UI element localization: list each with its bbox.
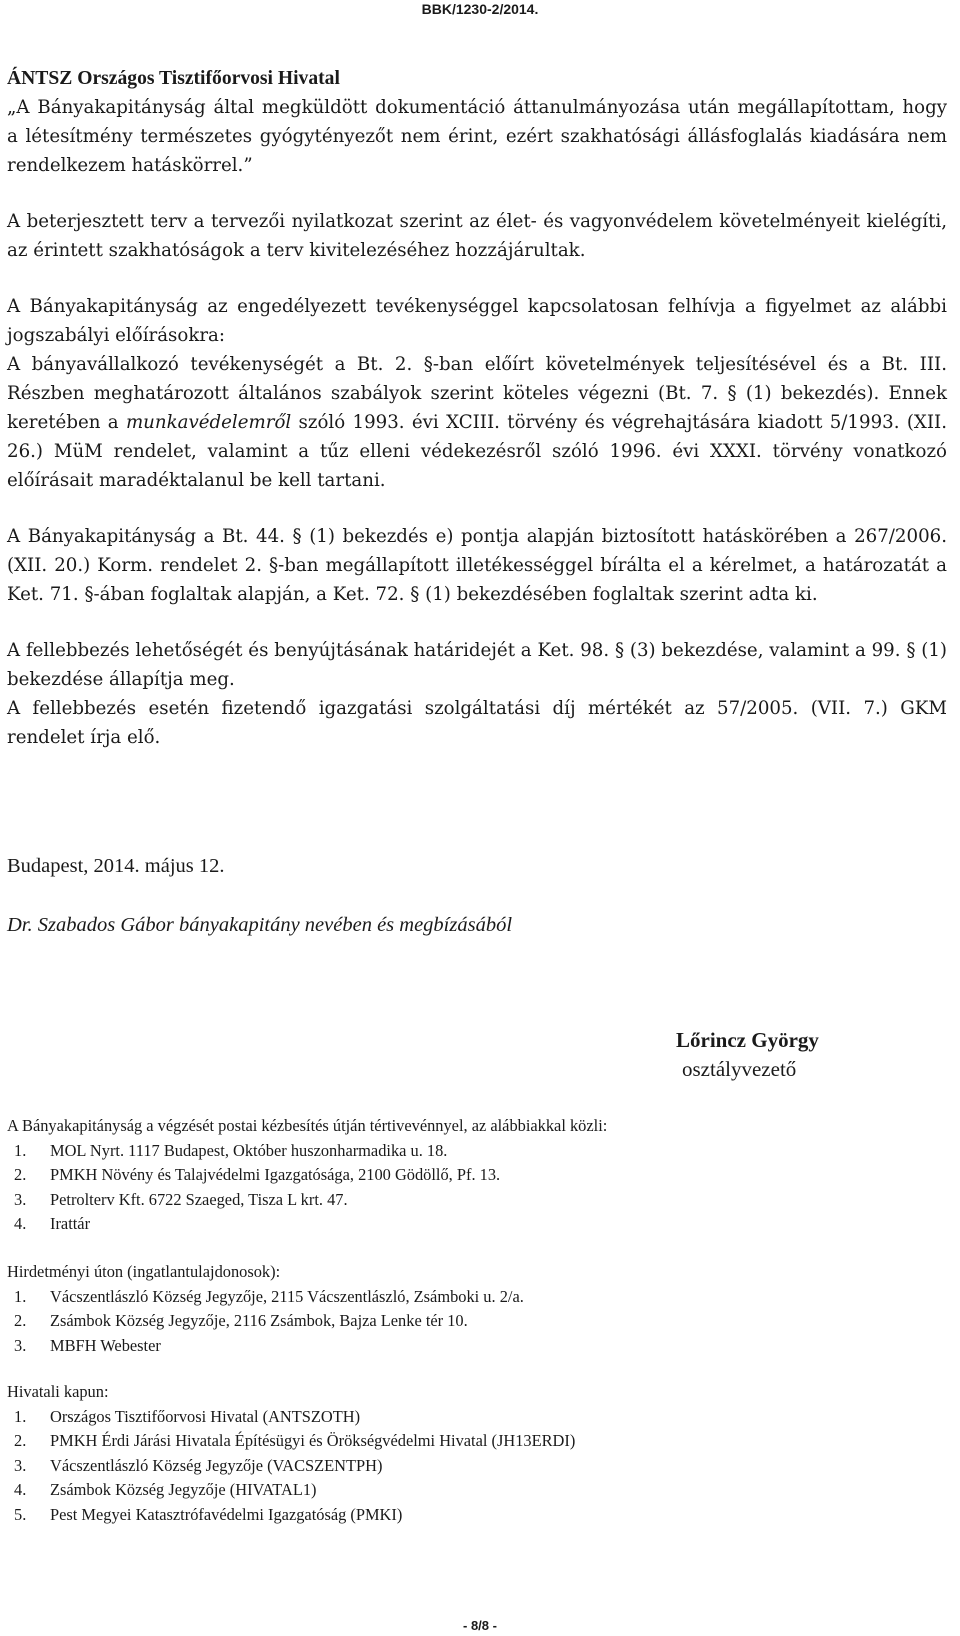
plan-paragraph: A beterjesztett terv a tervezői nyilatkozat szerint az élet- és vagyonvédelem követelményeit kielégíti, az érintett szakhatóságok a terv kivitelezéséhez hozzájárultak. [7,211,947,261]
list-item-number: 4. [14,1480,27,1499]
signed-on-behalf: Dr. Szabados Gábor bányakapitány nevében és megbízásából [7,914,513,936]
authority-paragraph: A Bányakapitányság a Bt. 44. § (1) bekezdés e) pontja alapján biztosított hatáskörében a 267/2006. (XII. 20.) Korm. rendelet 2. §-ban megállapított illetékességgel bírálta el a kérelmet, a határozatát a Ket. 71. §-ában foglaltak alapján, a Ket. 72. § (1) bekezdésében foglaltak szerint adta ki. [7,526,947,605]
regulations-text-1: A bányavállalkozó tevékenységét a Bt. 2. §-ban előírt követelmények teljesítésével és a Bt. III. Részben meghatározott általános szabályok szerint köteles végezni (Bt. 7. § (1) bekezdés). Ennek keretében a [7,354,947,433]
list-item-text: Vácszentlászló Község Jegyzője (VACSZENTPH) [50,1455,383,1475]
list-item-text: Petrolterv Kft. 6722 Szaeged, Tisza L krt. 47. [50,1189,348,1209]
document-reference-number: BBK/1230-2/2014. [421,1,539,17]
signatory-name: Lőrincz György [676,1028,819,1052]
place-and-date: Budapest, 2014. május 12. [7,855,225,877]
list-item-number: 1. [14,1286,27,1306]
postal-distribution [7,1114,947,1237]
regulations-text-2: szóló 1993. évi XCIII. törvény és végrehajtására kiadott 5/1993. (XII. 26.) MüM rendelet, valamint a tűz elleni védekezésről szóló 1996. évi XXXI. törvény vonatkozó előírásait maradéktalanul be kell tartani. [7,412,948,491]
list-item-number: 4. [14,1214,27,1233]
gateway-distribution [7,1380,947,1527]
announcement-list [7,1285,947,1359]
list-item-text: Zsámbok Község Jegyzője, 2116 Zsámbok, Bajza Lenke tér 10. [50,1311,468,1330]
list-item [7,1212,947,1237]
postal-list [7,1139,947,1237]
list-item-number: 1. [14,1140,27,1160]
signatory-title: osztályvezető [682,1057,797,1081]
list-item-text: PMKH Növény és Talajvédelmi Igazgatósága, 2100 Gödöllő, Pf. 13. [50,1165,501,1184]
list-item-number: 3. [14,1335,27,1355]
list-item-number: 2. [14,1165,27,1184]
list-item-text: Irattár [50,1214,91,1233]
list-item-text: MOL Nyrt. 1117 Budapest, Október huszonharmadika u. 18. [50,1140,448,1160]
list-item [7,1139,947,1164]
list-item-number: 1. [14,1406,27,1426]
regulations-italic-term: munkavédelemről [125,412,292,433]
list-item [7,1429,947,1454]
list-item [7,1454,947,1479]
list-item [7,1188,947,1213]
list-item-number: 2. [14,1311,27,1330]
list-item [7,1285,947,1310]
regulations-paragraph [7,350,947,495]
list-item-text: Zsámbok Község Jegyzője (HIVATAL1) [50,1480,317,1499]
list-item-number: 5. [14,1504,27,1524]
appeal-paragraph: A fellebbezés lehetőségét és benyújtásának határidejét a Ket. 98. § (3) bekezdése, valamint a 99. § (1) bekezdése állapítja meg. [7,640,947,690]
list-item [7,1405,947,1430]
fee-paragraph: A fellebbezés esetén fizetendő igazgatási szolgáltatási díj mértékét az 57/2005. (VII. 7.) GKM rendelet írja elő. [7,698,947,748]
postal-heading: A Bányakapitányság a végzését postai kézbesítés útján tértivevénnyel, az alábbiakkal közli: [7,1116,608,1135]
antsz-title: ÁNTSZ Országos Tisztifőorvosi Hivatal [7,68,340,89]
list-item-number: 3. [14,1455,27,1475]
list-item [7,1309,947,1334]
list-item-text: PMKH Érdi Járási Hivatala Építésügyi és Örökségvédelmi Hivatal (JH13ERDI) [50,1431,576,1450]
list-item [7,1478,947,1503]
gateway-heading: Hivatali kapun: [7,1382,109,1401]
list-item-text: Pest Megyei Katasztrófavédelmi Igazgatóság (PMKI) [50,1504,403,1524]
list-item [7,1334,947,1359]
document-body [7,64,947,752]
gateway-list [7,1405,947,1528]
list-item-text: Vácszentlászló Község Jegyzője, 2115 Vácszentlászló, Zsámboki u. 2/a. [50,1286,524,1306]
list-item [7,1163,947,1188]
list-item-number: 3. [14,1189,27,1209]
page-number: - 8/8 - [463,1618,497,1633]
list-item-text: Országos Tisztifőorvosi Hivatal (ANTSZOTH) [50,1406,361,1426]
antsz-statement: „A Bányakapitányság által megküldött dokumentáció áttanulmányozása után megállapítottam, hogy a létesítmény természetes gyógytényezőt nem érint, ezért szakhatósági állásfoglalás kiadására nem rendelkezem hatáskörrel.” [7,97,947,176]
notice-paragraph: A Bányakapitányság az engedélyezett tevékenységgel kapcsolatosan felhívja a figyelmet az alábbi jogszabályi előírásokra: [7,296,947,346]
announcement-distribution [7,1260,947,1358]
list-item-text: MBFH Webester [50,1335,161,1355]
announcement-heading: Hirdetményi úton (ingatlantulajdonosok): [7,1262,281,1281]
list-item-number: 2. [14,1431,27,1450]
list-item [7,1503,947,1528]
